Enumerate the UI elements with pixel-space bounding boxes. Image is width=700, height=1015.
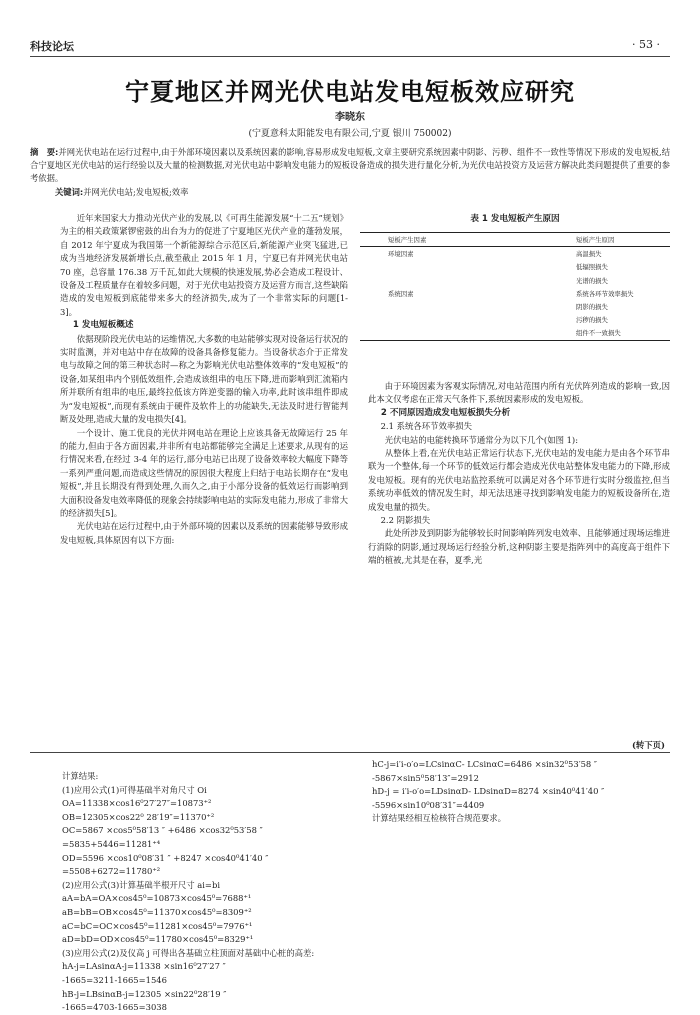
table-header-row (360, 233, 670, 247)
section-heading: 1 发电短板概述 (72, 320, 134, 331)
paragraph: 从整体上看,在光伏电站正常运行状态下,光伏电站的发电能力是由各个环节串联为一个整体,每一个环节的低效运行都会造成光伏电站整体发电能力的下降,形成发电短板。现有的光伏电站监控系统可以满足对各个环节进行实时分级监控,但当系统功率低效的情况发生时，却无法迅速寻找到影响发电能力的短板设备所在,造成发电量的损失。 (368, 448, 670, 512)
calc-line: hA-j=LAsinαA-j=11338 ×sin16⁰27′27 ″ (62, 961, 226, 972)
table-cell: 阴影的损失 (576, 303, 608, 312)
table-row (360, 313, 670, 326)
journal-name: 科技论坛 (30, 40, 74, 53)
calc-line: OC=5867 ×cos5⁰58′13 ″ +6486 ×cos32⁰53′58 ″ (62, 825, 263, 836)
calc-line: 计算结果: (62, 771, 99, 781)
table-header-cell: 短板产生原因 (518, 233, 670, 247)
calc-line: -5867×sin5⁰58′13″=2912 (372, 772, 479, 783)
section-heading: 2.1 系统各环节效率损失 (380, 421, 472, 432)
table-cell: 组件不一致损失 (518, 326, 670, 340)
paragraph: 由于环境因素为客观实际情况,对电站范围内所有光伏阵列造成的影响一致,因此本文仅考虑在正常天气条件下,系统因素形成的发电短板。 (368, 381, 670, 405)
keywords-text: 并网光伏电站;发电短板;效率 (83, 187, 189, 197)
abstract-text: 并网光伏电站在运行过程中,由于外部环境因素以及系统因素的影响,容易形成发电短板,文章主要研究系统因素中阴影、污秽、组件不一致性等情况下形成的发电短板,结合宁夏地区光伏电站的运行经验以及大量的检测数据,对光伏电站中影响发电能力的短板设备造成的损失进行量化分析,为光伏电站投资方及运营方解决此类问题提供了重要的参考依据。 (30, 147, 670, 183)
section-heading: 2 不同原因造成发电短板损失分析 (380, 407, 511, 418)
continued-note: (转下页) (631, 740, 665, 750)
table-header-cell: 短板产生因素 (360, 233, 518, 247)
abstract-label: 摘 要: (30, 147, 59, 157)
calc-line: hB-j=LBsinαB-j=12305 ×sin22⁰28′19 ″ (62, 988, 227, 999)
paragraph: 此处所涉及到阴影为能够较长时间影响阵列发电效率、且能够通过现场运维进行消除的阴影,通过现场运行经验分析,这种阴影主要是指阵列中的高度高于组件下端的植被,尤其是在春，夏季,光 (368, 528, 670, 566)
table-cell: 环境因素 (388, 250, 414, 259)
table-cell: 污秽的损失 (576, 316, 608, 325)
table-cell (360, 260, 518, 273)
calc-line: hD-j = i′i-o′o=LDsinαD- LDsinαD=8274 ×sin40⁰41′40 ″ (372, 786, 605, 797)
table-cell: 系统因素 (388, 289, 414, 298)
table-cell (360, 313, 518, 326)
paragraph: 光伏电站的电能转换环节通常分为以下几个(如图 1): (384, 434, 579, 445)
section-rule (30, 752, 670, 753)
paragraph: 依据现阶段光伏电站的运维情况,大多数的电站能够实现对设备运行状况的实时监测，并对电站中存在故障的设备具备修复能力。当设备状态介于正常发电与故障之间的第三种状态时—称之为影响光伏电站整体效率的“发电短板”的设备,如某组串内个别低效组件,会造成该组串的电压下降,进而影响到汇流箱内所并联所有组串的电压,最终拉低该方阵逆变器的输入功率,此时该串组件即成为“发电短板”,而现有系统由于硬件及软件上的功能缺失,无法及时进行智能判断及处理,造成大量的发电损失[4]。 (60, 333, 348, 425)
abstract (30, 146, 670, 185)
table-cell: 光谱的损失 (576, 276, 608, 285)
section-heading: 2.2 阴影损失 (380, 515, 431, 526)
calc-line: hC-j=i′i-o′o=LCsinαC- LCsinαC=6486 ×sin32⁰53′58 ″ (372, 759, 598, 769)
calc-right (372, 758, 604, 826)
left-column (60, 212, 348, 547)
table-cell (360, 326, 518, 340)
calc-line: OD=5596 ×cos10⁰08′31 ″ +8247 ×cos40⁰41′40 ″ (62, 852, 269, 863)
calc-line: (2)应用公式(3)计算基础半根开尺寸 ai=bi (62, 879, 220, 890)
calc-line: -5596×sin10⁰08′31″=4409 (372, 799, 485, 810)
cause-table (360, 232, 670, 341)
header-rule (30, 56, 670, 57)
calc-left (62, 770, 314, 1015)
table-row (360, 274, 670, 287)
page-number: · 53 · (632, 38, 660, 51)
calc-line: -1665=3211-1665=1546 (62, 974, 167, 985)
calc-line: aD=bD=OD×cos45⁰=11780×cos45⁰=8329⁺¹ (62, 934, 254, 945)
keywords (55, 186, 188, 198)
table-cell (360, 300, 518, 313)
table-cell: 低辐照损失 (576, 263, 608, 272)
right-column (368, 380, 670, 568)
table-row (360, 300, 670, 313)
table-row (360, 260, 670, 273)
calc-line: 计算结果经相互检核符合规范要求。 (372, 813, 506, 824)
affiliation: (宁夏意科太阳能发电有限公司,宁夏 银川 750002) (248, 129, 452, 139)
table-title: 表 1 发电短板产生原因 (470, 214, 560, 224)
calc-line: (1)应用公式(1)可得基础半对角尺寸 Oi (62, 784, 207, 795)
paragraph: 一个设计、施工优良的光伏并网电站在理论上应该具备无故障运行 25 年的能力,但由于各方面因素,并非所有电站都能够完全满足上述要求,从现有的运行情况来看,在经过 3-4 年的运行,部分电站已出现了设备效率较大幅度下降等一系列严重问题,而造成这些情况的原因很大程度上归结于电站长期存在“发电短板”,并且长期没有得到处理,久而久之,由于小部分设备的低效运行而影响到大面积设备发电效率降低的现象会持续影响电站的实际发电能力,形成了非常大的经济损失[5]。 (60, 427, 348, 518)
calc-line: -1665=4703-1665=3038 (62, 1002, 167, 1013)
calc-line: OB=12305×cos22⁰ 28′19″=11370⁺² (62, 811, 215, 822)
calc-line: aC=bC=OC×cos45⁰=11281×cos45⁰=7976⁺¹ (62, 920, 253, 931)
calc-line: =5835+5446=11281⁺⁴ (62, 838, 161, 849)
table-cell: 高温损失 (576, 250, 602, 259)
table-cell (360, 274, 518, 287)
paragraph: 光伏电站在运行过程中,由于外部环境的因素以及系统的因素能够导致形成发电短板,具体原因有以下方面: (60, 521, 348, 545)
paper-title: 宁夏地区并网光伏电站发电短板效应研究 (125, 77, 575, 106)
calc-line: (3)应用公式(2)及仪高 j 可得出各基础立柱顶面对基础中心桩的高差: (62, 947, 315, 958)
calc-line: =5508+6272=11780⁺² (62, 866, 161, 877)
calc-line: OA=11338×cos16⁰27′27″=10873⁺² (62, 798, 212, 809)
calc-line: aB=bB=OB×cos45⁰=11370×cos45⁰=8309⁺² (62, 906, 252, 917)
calc-line: aA=bA=OA×cos45⁰=10873×cos45⁰=7688⁺¹ (62, 893, 252, 904)
table-row (360, 247, 670, 261)
author: 李晓东 (335, 112, 365, 123)
table-row (360, 326, 670, 340)
table-cell: 系统各环节效率损失 (576, 289, 634, 298)
keywords-label: 关键词: (55, 187, 84, 197)
table-row (360, 287, 670, 300)
paragraph: 近年来国家大力推动光伏产业的发展,以《可再生能源发展“十二五”规划》为主的相关政策紧锣密鼓的出台为力的促进了宁夏地区光伏产业的蓬勃发展，自 2012 年宁夏成为我国第一个新能源综合示范区后,新能源产业突飞猛进,已成为当地经济发展新增长点,截至截止 2015 年 1 月，宁夏已有并网光伏电站 70 座，总容量 176.38 万千瓦,如此大规模的快速发展,势必会造成工程设计、设备及工程质量存在着较多问题，对于光伏电站投资方及运营方而言,这些缺陷造成的发电短板到底能带来多大的经济损失,成为了一个非常实际的问题[1-3]。 (60, 213, 348, 317)
